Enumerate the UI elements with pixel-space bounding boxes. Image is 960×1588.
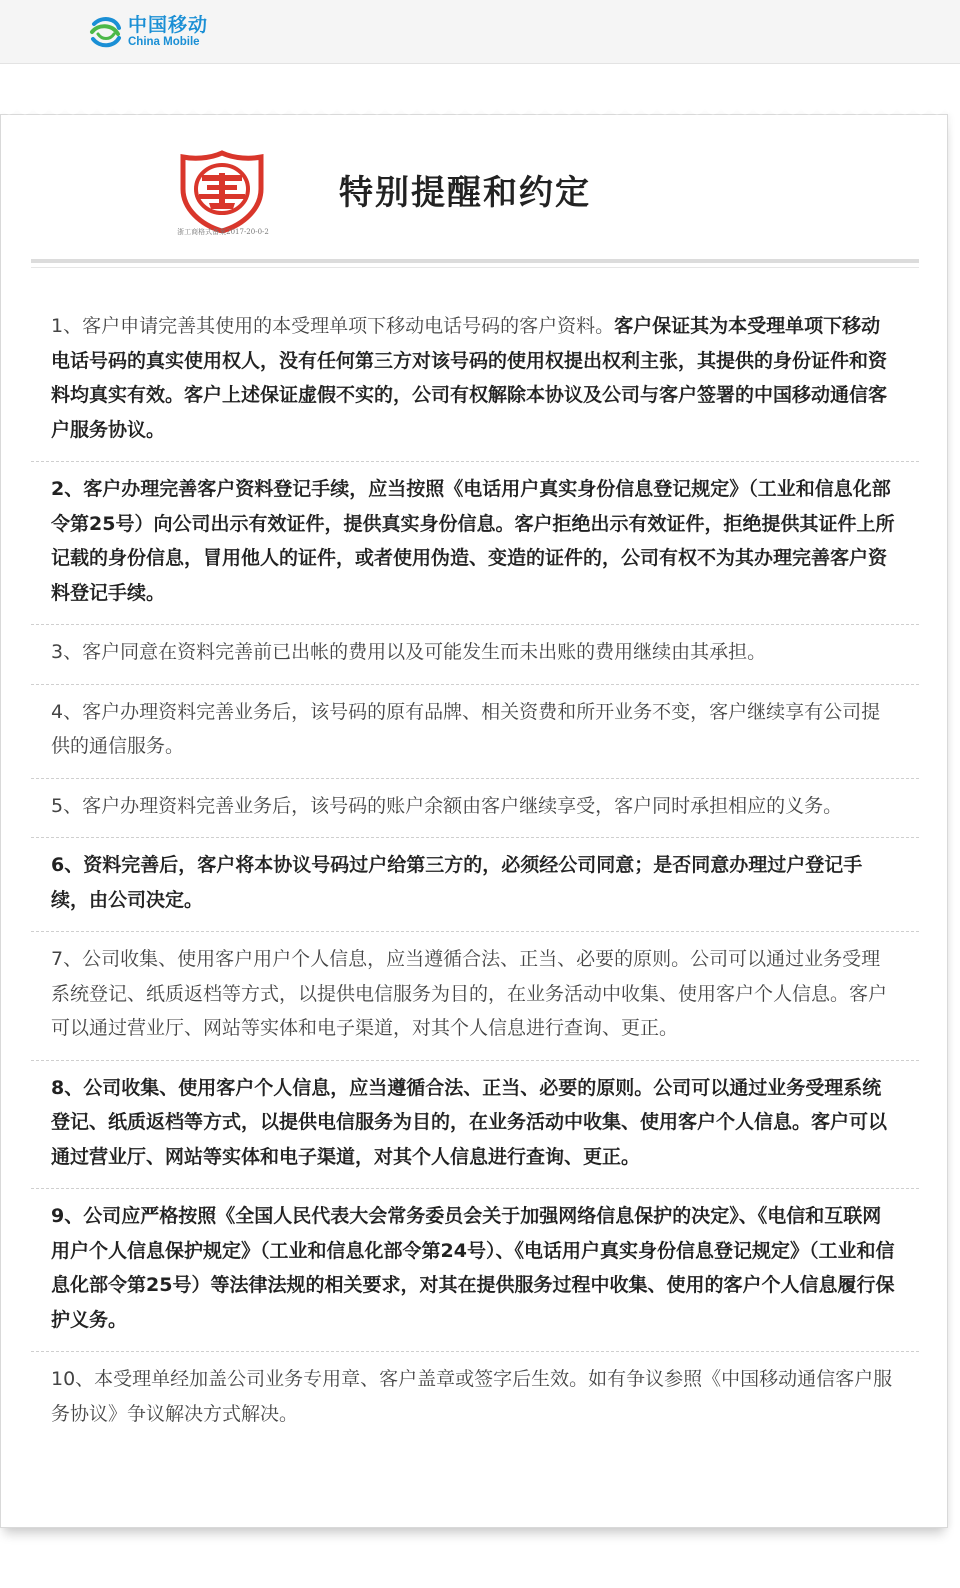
clause-7 bbox=[31, 932, 919, 1061]
clause-7-normal: 7、公司收集、使用客户用户个人信息，应当遵循合法、正当、必要的原则。公司可以通过业务受理系统登记、纸质返档等方式，以提供电信服务为目的，在业务活动中收集、使用客户个人信息。客户可以通过营业厅、网站等实体和电子渠道，对其个人信息进行查询、更正。 bbox=[51, 948, 888, 1039]
clause-1-bold: 客户保证其为本受理单项下移动电话号码的真实使用权人，没有任何第三方对该号码的使用权提出权利主张，其提供的身份证件和资料均真实有效。客户上述保证虚假不实的，公司有权解除本协议及公司与客户签署的中国移动通信客户服务协议。 bbox=[51, 315, 888, 441]
clause-3-normal: 3、客户同意在资料完善前已出帐的费用以及可能发生而未出账的费用继续由其承担。 bbox=[51, 641, 767, 663]
clause-1-normal: 1、客户申请完善其使用的本受理单项下移动电话号码的客户资料。 bbox=[51, 315, 615, 337]
document-title: 特别提醒和约定 bbox=[339, 173, 591, 213]
clause-2-bold: 2、客户办理完善客户资料登记手续，应当按照《电话用户真实身份信息登记规定》（工业和信息化部令第25号）向公司出示有效证件，提供真实身份信息。客户拒绝出示有效证件，拒绝提供其证件上所记载的身份信息，冒用他人的证件，或者使用伪造、变造的证件的，公司有权不为其办理完善客户资料登记手续。 bbox=[51, 478, 895, 604]
clause-8 bbox=[31, 1061, 919, 1190]
filing-seal-icon bbox=[177, 149, 267, 233]
clause-6 bbox=[31, 838, 919, 932]
brand-name-cn: 中国移动 bbox=[128, 13, 209, 36]
brand-name-en: China Mobile bbox=[128, 35, 200, 48]
clause-9 bbox=[31, 1189, 919, 1352]
header-divider-thin bbox=[31, 267, 919, 268]
header-divider bbox=[31, 259, 919, 263]
clause-10-normal: 10、本受理单经加盖公司业务专用章、客户盖章或签字后生效。如有争议参照《中国移动通信客户服务协议》争议解决方式解决。 bbox=[51, 1368, 893, 1425]
clause-1 bbox=[31, 299, 919, 462]
clause-10 bbox=[31, 1352, 919, 1445]
filing-caption: 浙工商格式备案2017-20-0-2 bbox=[177, 228, 269, 236]
clause-5-normal: 5、客户办理资料完善业务后，该号码的账户余额由客户继续享受，客户同时承担相应的义务。 bbox=[51, 794, 843, 817]
clause-4 bbox=[31, 685, 919, 779]
clause-3 bbox=[31, 625, 919, 685]
clause-9-bold: 9、公司应严格按照《全国人民代表大会常务委员会关于加强网络信息保护的决定》、《电信和互联网用户个人信息保护规定》（工业和信息化部令第24号）、《电话用户真实身份信息登记规定》（工业和信息化部令第25号）等法律法规的相关要求，对其在提供服务过程中收集、使用的客户个人信息履行保护义务。 bbox=[51, 1205, 895, 1331]
china-mobile-logo-icon bbox=[88, 14, 124, 50]
document-paper bbox=[0, 114, 948, 1528]
clause-5 bbox=[31, 779, 919, 839]
clause-list bbox=[31, 299, 919, 1445]
clause-6-bold: 6、资料完善后，客户将本协议号码过户给第三方的，必须经公司同意；是否同意办理过户登记手续，由公司决定。 bbox=[51, 854, 863, 911]
clause-8-bold: 8、公司收集、使用客户个人信息，应当遵循合法、正当、必要的原则。公司可以通过业务受理系统登记、纸质返档等方式，以提供电信服务为目的，在业务活动中收集、使用客户个人信息。客户可以通过营业厅、网站等实体和电子渠道，对其个人信息进行查询、更正。 bbox=[51, 1076, 888, 1168]
china-mobile-logo[interactable] bbox=[88, 12, 208, 52]
clause-4-normal: 4、客户办理资料完善业务后，该号码的原有品牌、相关资费和所开业务不变，客户继续享有公司提供的通信服务。 bbox=[51, 700, 881, 757]
top-bar bbox=[0, 0, 960, 64]
document-header bbox=[1, 115, 949, 265]
clause-2 bbox=[31, 462, 919, 625]
